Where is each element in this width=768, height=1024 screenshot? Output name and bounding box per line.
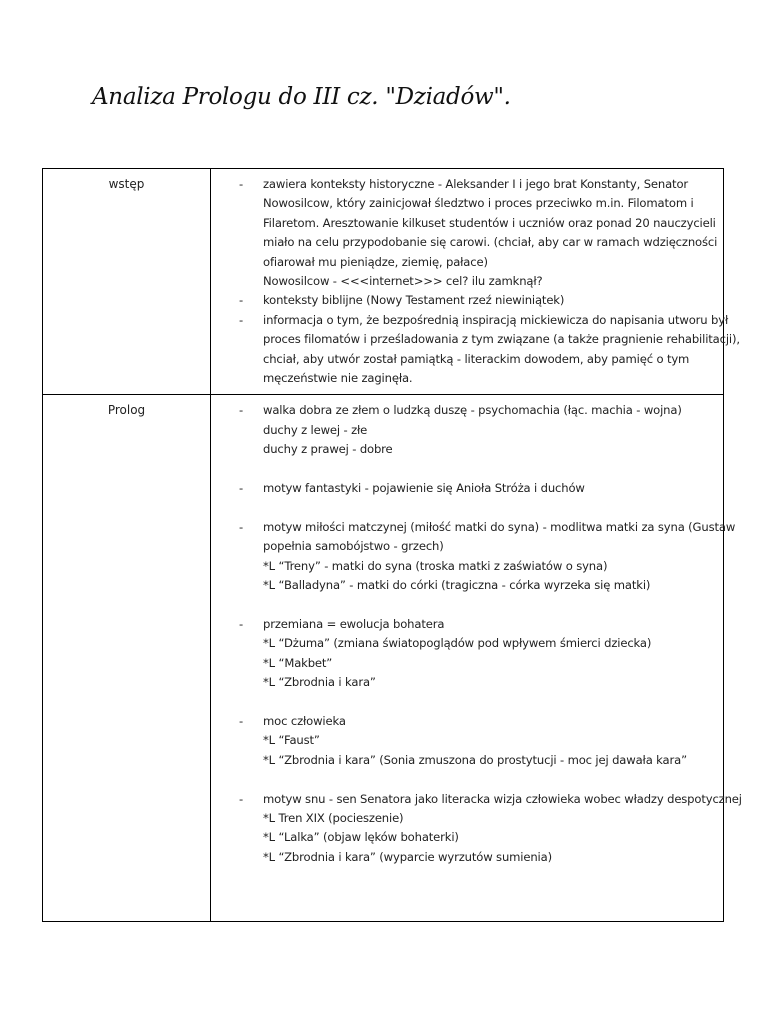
row-label-intro: wstęp [43,169,211,395]
text-line: - walka dobra ze złem o ludzką duszę - psychomachia (łąc. machia - wojna) [263,403,682,418]
text-line: - motyw miłości matczynej (miłość matki do syna) - modlitwa matki za syna (Gustaw [263,519,736,534]
text-line: - konteksty biblijne (Nowy Testament rzeź niewiniątek) [263,293,565,308]
text-line: *L “Zbrodnia i kara” (wyparcie wyrzutów sumienia) [263,849,552,864]
row-content-intro [211,169,740,395]
list-item [211,615,717,693]
list-item [211,479,717,498]
text-line: proces filomatów i prześladowania z tym związane (a także pragnienie rehabilitacji), [263,332,740,347]
text-line: miało na celu przypodobanie się carowi. (chciał, aby car w ramach wdzięczności [263,235,718,250]
text-line: *L Tren XIX (pocieszenie) [263,810,404,825]
text-line: popełnia samobójstwo - grzech) [263,539,444,554]
text-line: - zawiera konteksty historyczne - Aleksander I i jego brat Konstanty, Senator [263,177,689,191]
text-line: *L “Makbet” [263,655,333,670]
text-line: Nowosilcow - <<<internet>>> cel? ilu zamknął? [263,274,543,289]
bullet-list-prolog [211,401,742,867]
text-line: *L “Faust” [263,733,320,748]
text-line: *L “Dżuma” (zmiana światopoglądów pod wpływem śmierci dziecka) [263,636,652,651]
text-line: - informacja o tym, że bezpośrednią inspiracją mickiewicza do napisania utworu był [263,312,729,327]
text-line: - moc człowieka [263,713,346,728]
table-row-intro [43,169,724,395]
list-item [211,175,717,291]
list-item [211,401,717,459]
text-line: - motyw snu - sen Senatora jako literacka wizja człowieka wobec władzy despotycznej [263,791,742,806]
bullet-list-intro [211,175,740,388]
text-line: chciał, aby utwór został pamiątką - literackim dowodem, aby pamięć o tym [263,351,690,366]
table-row-prolog [43,395,724,922]
list-item [211,790,742,868]
text-line: duchy z lewej - złe [263,422,368,437]
list-item [211,291,717,310]
list-item [211,311,740,389]
row-content-prolog [211,395,742,922]
text-line: *L “Balladyna” - matki do córki (tragiczna - córka wyrzeka się matki) [263,578,651,593]
list-item [211,518,736,596]
text-line: *L “Treny” - matki do syna (troska matki z zaświatów o syna) [263,558,608,573]
text-line: - motyw fantastyki - pojawienie się Anioła Stróża i duchów [263,481,585,496]
text-line: ofiarował mu pieniądze, ziemię, pałace) [263,254,488,269]
text-line: Filaretom. Aresztowanie kilkuset studentów i uczniów oraz ponad 20 nauczycieli [263,215,716,230]
page-title: Analiza Prologu do III cz. "Dziadów". [92,84,511,110]
text-line: Nowosilcow, który zainicjował śledztwo i proces przeciwko m.in. Filomatom i [263,196,694,211]
text-line: *L “Zbrodnia i kara” [263,675,376,690]
list-item [211,712,717,770]
text-line: duchy z prawej - dobre [263,442,393,457]
text-line: - przemiana = ewolucja bohatera [263,616,445,631]
text-line: *L “Lalka” (objaw lęków bohaterki) [263,830,459,845]
analysis-table [42,168,742,922]
row-label-prolog: Prolog [43,395,211,922]
text-line: męczeństwie nie zaginęła. [263,371,413,386]
text-line: *L “Zbrodnia i kara” (Sonia zmuszona do prostytucji - moc jej dawała kara” [263,752,687,767]
